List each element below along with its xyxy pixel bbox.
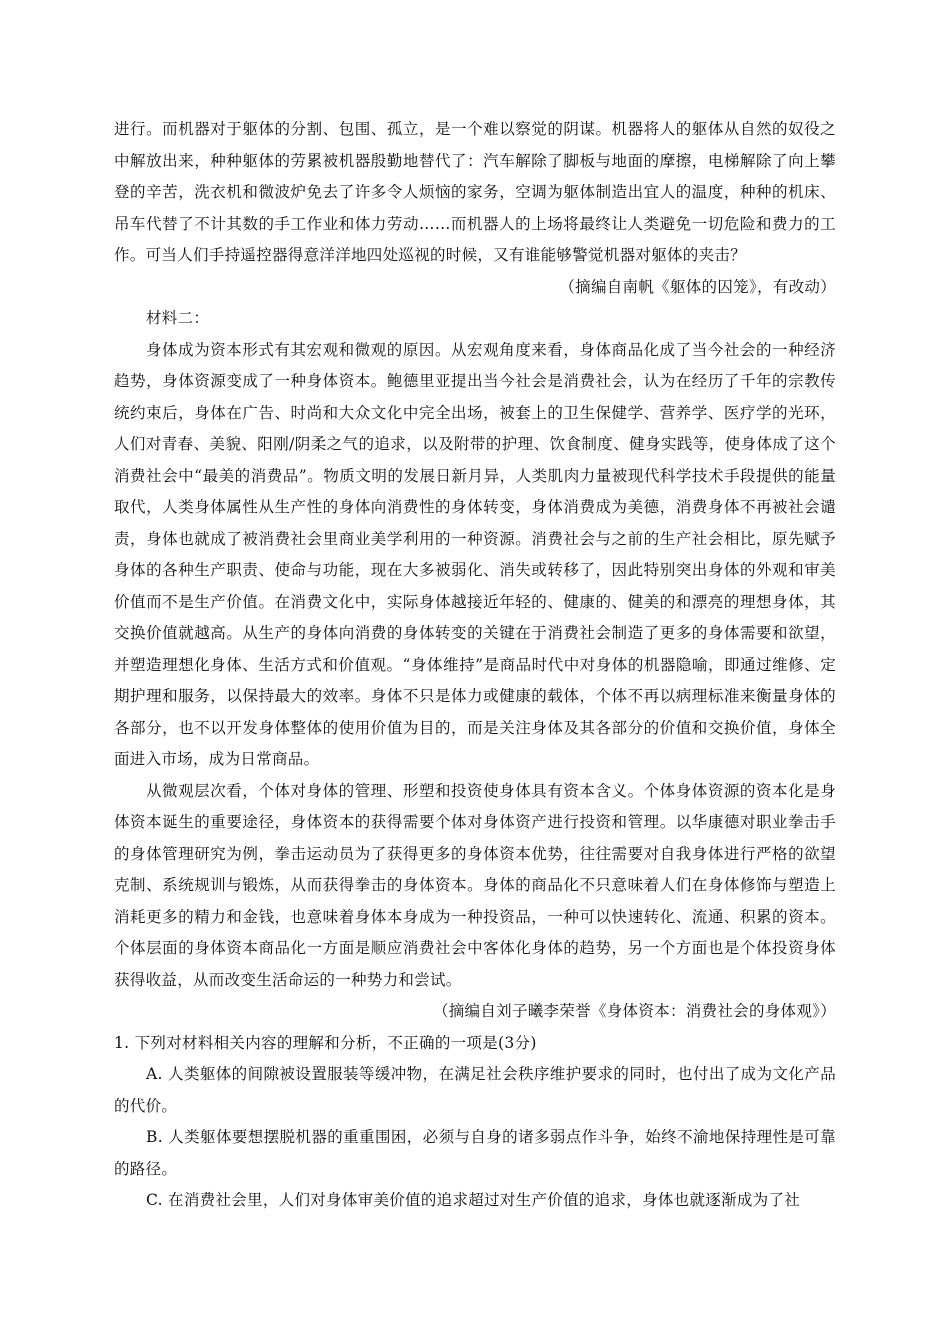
material1-paragraph-tail: 进行。而机器对于躯体的分割、包围、孤立，是一个难以察觉的阴谋。机器将人的躯体从自然的奴役之中解放出来，种种躯体的劳累被机器殷勤地替代了：汽车解除了脚板与地面的摩擦，电梯解除了向上攀登的辛苦，洗衣机和微波炉免去了许多令人烦恼的家务，空调为躯体制造出宜人的温度，种种的机床、吊车代替了不计其数的手工作业和体力劳动……而机器人的上场将最终让人类避免一切危险和费力的工作。可当人们手持遥控器得意洋洋地四处巡视的时候，又有谁能够警觉机器对躯体的夹击？ — [114, 120, 836, 264]
question1-option-b: B. 人类躯体要想摆脱机器的重重围困，必须与自身的诸多弱点作斗争，始终不渝地保持理性是可靠的路径。 — [114, 1128, 836, 1178]
material2-paragraph-2: 从微观层次看，个体对身体的管理、形塑和投资使身体具有资本含义。个体身体资源的资本化是身体资本诞生的重要途径，身体资本的获得需要个体对身体资产进行投资和管理。以华康德对职业拳击手的身体管理研究为例，拳击运动员为了获得更多的身体资本优势，往往需要对自我身体进行严格的欲望克制、系统规训与锻炼，从而获得拳击的身体资本。身体的商品化不只意味着人们在身体修饰与塑造上消耗更多的精力和金钱，也意味着身体本身成为一种投资品，一种可以快速转化、流通、积累的资本。个体层面的身体资本商品化一方面是顺应消费社会中客体化身体的趋势，另一个方面也是个体投资身体获得收益，从而改变生活命运的一种势力和尝试。 — [114, 781, 836, 989]
material2-heading: 材料二： — [146, 309, 210, 327]
question1-option-a: A. 人类躯体的间隙被设置服装等缓冲物，在满足社会秩序维护要求的同时，也付出了成为文化产品的代价。 — [114, 1065, 836, 1115]
material1-source: （摘编自南帆《躯体的囚笼》，有改动） — [559, 277, 836, 296]
material2-paragraph-1: 身体成为资本形式有其宏观和微观的原因。从宏观角度来看，身体商品化成了当今社会的一种经济趋势，身体资源变成了一种身体资本。鲍德里亚提出当今社会是消费社会，认为在经历了千年的宗教传统约束后，身体在广告、时尚和大众文化中完全出场，被套上的卫生保健学、营养学、医疗学的光环，人们对青春、美貌、阳刚/阴柔之气的追求，以及附带的护理、饮食制度、健身实践等，使身体成了这个消费社会中“最美的消费品”。物质文明的发展日新月异，人类肌肉力量被现代科学技术手段提供的能量取代，人类身体属性从生产性的身体向消费性的身体转变，身体消费成为美德，消费身体不再被社会谴责，身体也就成了被消费社会里商业美学利用的一种资源。消费社会与之前的生产社会相比，原先赋予身体的各种生产职责、使命与功能，现在大多被弱化、消失或转移了，因此特别突出身体的外观和审美价值而不是生产价值。在消费文化中，实际身体越接近年轻的、健康的、健美的和漂亮的理想身体，其交换价值就越高。从生产的身体向消费的身体转变的关键在于消费社会制造了更多的身体需要和欲望，并塑造理想化身体、生活方式和价值观。“身体维持”是商品时代中对身体的机器隐喻，即通过维修、定期护理和服务，以保持最大的效率。身体不只是体力或健康的载体，个体不再以病理标准来衡量身体的各部分，也不以开发身体整体的使用价值为目的，而是关注身体及其各部分的价值和交换价值，身体全面进入市场，成为日常商品。 — [114, 340, 836, 768]
question1-option-c: C. 在消费社会里，人们对身体审美价值的追求超过对生产价值的追求，身体也就逐渐成为了社 — [146, 1191, 801, 1209]
document-page — [114, 114, 836, 1217]
question1-stem: 1. 下列对材料相关内容的理解和分析，不正确的一项是(3分) — [114, 1033, 537, 1052]
material2-source: （摘编自刘子曦李荣誉《身体资本：消费社会的身体观》） — [432, 1002, 836, 1020]
